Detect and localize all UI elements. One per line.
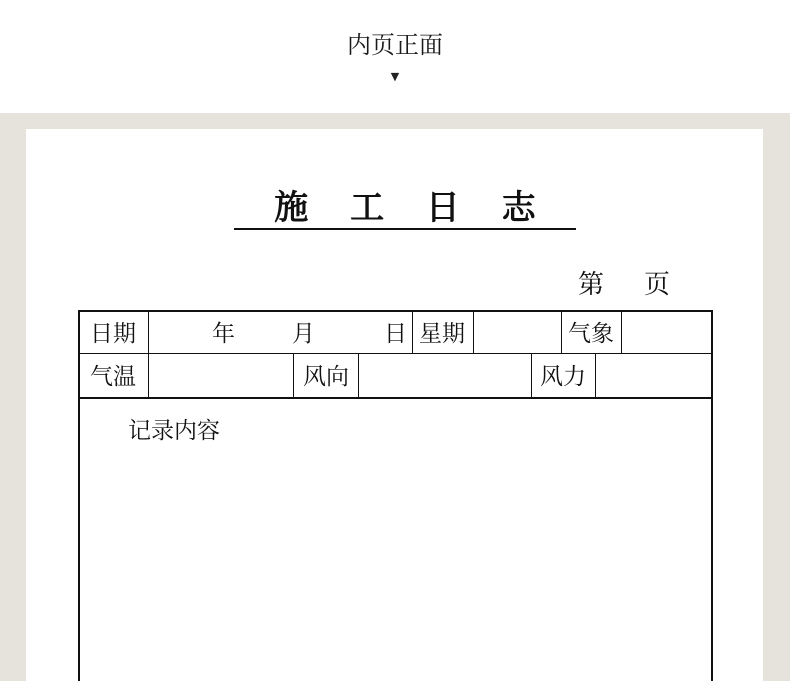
title-underline xyxy=(234,228,576,230)
document-title xyxy=(0,180,790,229)
title-char: 工 xyxy=(350,188,385,228)
table-cell-divider xyxy=(148,311,149,354)
weekday-label: 星期 xyxy=(419,321,465,347)
title-char: 日 xyxy=(425,188,460,228)
title-char: 施 xyxy=(274,188,309,228)
table-left-border xyxy=(78,310,80,681)
page-number-suffix: 页 xyxy=(644,270,671,300)
table-row-divider xyxy=(78,397,713,399)
table-cell-divider xyxy=(293,354,294,398)
year-label: 年 xyxy=(212,321,235,347)
wind-direction-label: 风向 xyxy=(303,364,349,390)
wind-force-label: 风力 xyxy=(540,364,586,390)
top-banner xyxy=(0,0,790,113)
table-cell-divider xyxy=(621,311,622,354)
banner-title: 内页正面 xyxy=(347,31,443,59)
weather-label: 气象 xyxy=(568,321,614,347)
date-label: 日期 xyxy=(90,321,136,347)
down-arrow-icon: ▼ xyxy=(390,70,400,83)
table-cell-divider xyxy=(595,354,596,398)
table-cell-divider xyxy=(561,311,562,354)
table-cell-divider xyxy=(531,354,532,398)
title-char: 志 xyxy=(501,188,536,228)
table-row-divider xyxy=(78,353,713,354)
record-content-label: 记录内容 xyxy=(128,418,220,444)
month-label: 月 xyxy=(292,321,315,347)
table-cell-divider xyxy=(358,354,359,398)
table-right-border xyxy=(711,310,713,681)
table-cell-divider xyxy=(473,311,474,354)
table-cell-divider xyxy=(412,311,413,354)
page-number-prefix: 第 xyxy=(578,270,605,300)
table-top-border xyxy=(78,310,713,312)
temperature-label: 气温 xyxy=(90,364,136,390)
table-cell-divider xyxy=(148,354,149,398)
day-label: 日 xyxy=(384,321,407,347)
